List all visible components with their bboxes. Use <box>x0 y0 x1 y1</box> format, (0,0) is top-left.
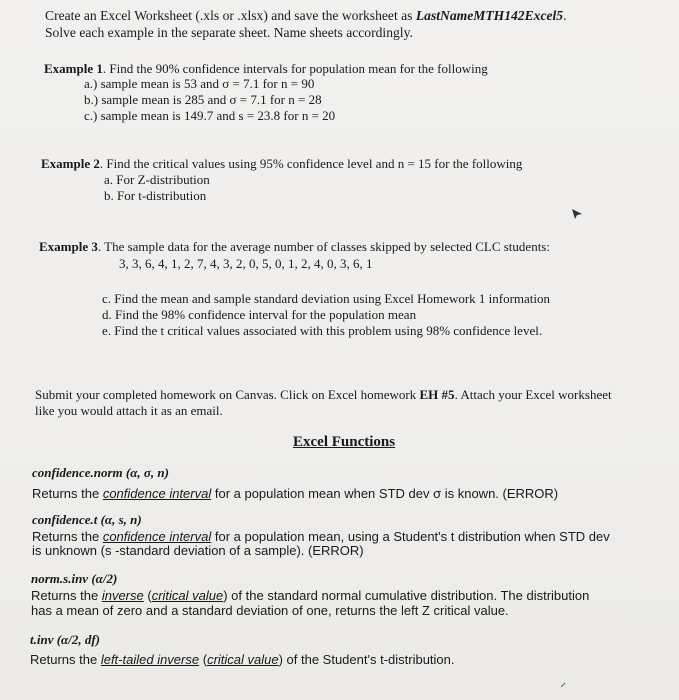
function-4-desc <box>30 652 455 667</box>
desc-text: ) of the Student's t-distribution. <box>278 652 455 667</box>
example-1-intro <box>44 61 488 77</box>
function-3-desc-1 <box>31 588 589 603</box>
function-3-name: norm.s.inv (α/2) <box>31 571 118 586</box>
example-3-text: . The sample data for the average number of classes skipped by selected CLC students: <box>97 239 550 254</box>
example-3-item-d: d. Find the 98% confidence interval for the population mean <box>102 307 417 322</box>
left-tailed-inverse-link[interactable]: left-tailed inverse <box>100 652 200 667</box>
example-1-label: Example 1 <box>44 61 103 76</box>
desc-text: for a population mean when STD dev σ is known. (ERROR) <box>211 486 559 501</box>
desc-text: ( <box>199 652 208 667</box>
example-1-item-c: c.) sample mean is 149.7 and s = 23.8 for n = 20 <box>84 108 336 123</box>
instructions-line-2: Solve each example in the separate sheet. Name sheets accordingly. <box>45 25 413 40</box>
page-mark-icon <box>560 680 566 691</box>
example-3-item-e: e. Find the t critical values associated with this problem using 98% confidence level. <box>102 323 543 338</box>
desc-text: Returns the <box>30 652 101 667</box>
filename: LastNameMTH142Excel5 <box>415 8 564 23</box>
example-2-intro <box>41 156 522 172</box>
inverse-link[interactable]: inverse <box>101 588 144 603</box>
cursor-icon <box>571 208 583 223</box>
desc-text: Returns the <box>32 486 103 501</box>
period: . <box>563 8 567 23</box>
critical-value-link[interactable]: critical value <box>207 652 279 667</box>
function-2-desc-2: is unknown (s -standard deviation of a sample). (ERROR) <box>32 543 364 558</box>
example-1-item-b: b.) sample mean is 285 and σ = 7.1 for n = 28 <box>84 92 322 107</box>
function-3-desc-2: has a mean of zero and a standard deviation of one, returns the left Z critical value. <box>31 603 509 618</box>
desc-text: Returns the <box>32 529 103 544</box>
excel-functions-heading: Excel Functions <box>293 434 396 450</box>
example-3-label: Example 3 <box>39 239 98 254</box>
confidence-interval-link[interactable]: confidence interval <box>102 486 212 501</box>
desc-text: ) of the standard normal cumulative distribution. The distribution <box>223 588 590 603</box>
function-1-name: confidence.norm (α, σ, n) <box>32 465 169 480</box>
critical-value-link[interactable]: critical value <box>151 588 224 603</box>
desc-text: ( <box>143 588 152 603</box>
desc-text: for a population mean, using a Student's t distribution when STD dev <box>211 529 610 544</box>
example-2-item-a: a. For Z-distribution <box>104 172 210 187</box>
function-2-name: confidence.t (α, s, n) <box>32 512 142 527</box>
submit-text-end: . Attach your Excel worksheet <box>454 387 612 402</box>
confidence-interval-link[interactable]: confidence interval <box>102 529 212 544</box>
function-2-desc-1 <box>32 529 610 544</box>
example-3-intro <box>39 239 550 255</box>
submit-line-1 <box>35 387 612 403</box>
instructions-text: Create an Excel Worksheet (.xls or .xlsx) and save the worksheet as <box>45 8 416 23</box>
example-3-data: 3, 3, 6, 4, 1, 2, 7, 4, 3, 2, 0, 5, 0, 1, 2, 4, 0, 3, 6, 1 <box>119 256 373 271</box>
instructions-line-1 <box>45 8 567 24</box>
function-1-desc <box>32 486 558 501</box>
example-2-item-b: b. For t-distribution <box>104 188 207 203</box>
submit-text: Submit your completed homework on Canvas. Click on Excel homework <box>35 387 420 402</box>
example-1-item-a: a.) sample mean is 53 and σ = 7.1 for n = 90 <box>84 76 315 91</box>
example-3-item-c: c. Find the mean and sample standard deviation using Excel Homework 1 information <box>102 291 551 306</box>
example-2-text: . Find the critical values using 95% confidence level and n = 15 for the following <box>99 156 523 171</box>
submit-code: EH #5 <box>419 387 455 402</box>
example-2-label: Example 2 <box>41 156 100 171</box>
desc-text: Returns the <box>31 588 102 603</box>
submit-line-2: like you would attach it as an email. <box>35 403 223 418</box>
function-4-name: t.inv (α/2, df) <box>30 632 101 647</box>
example-1-text: . Find the 90% confidence intervals for population mean for the following <box>102 61 488 76</box>
